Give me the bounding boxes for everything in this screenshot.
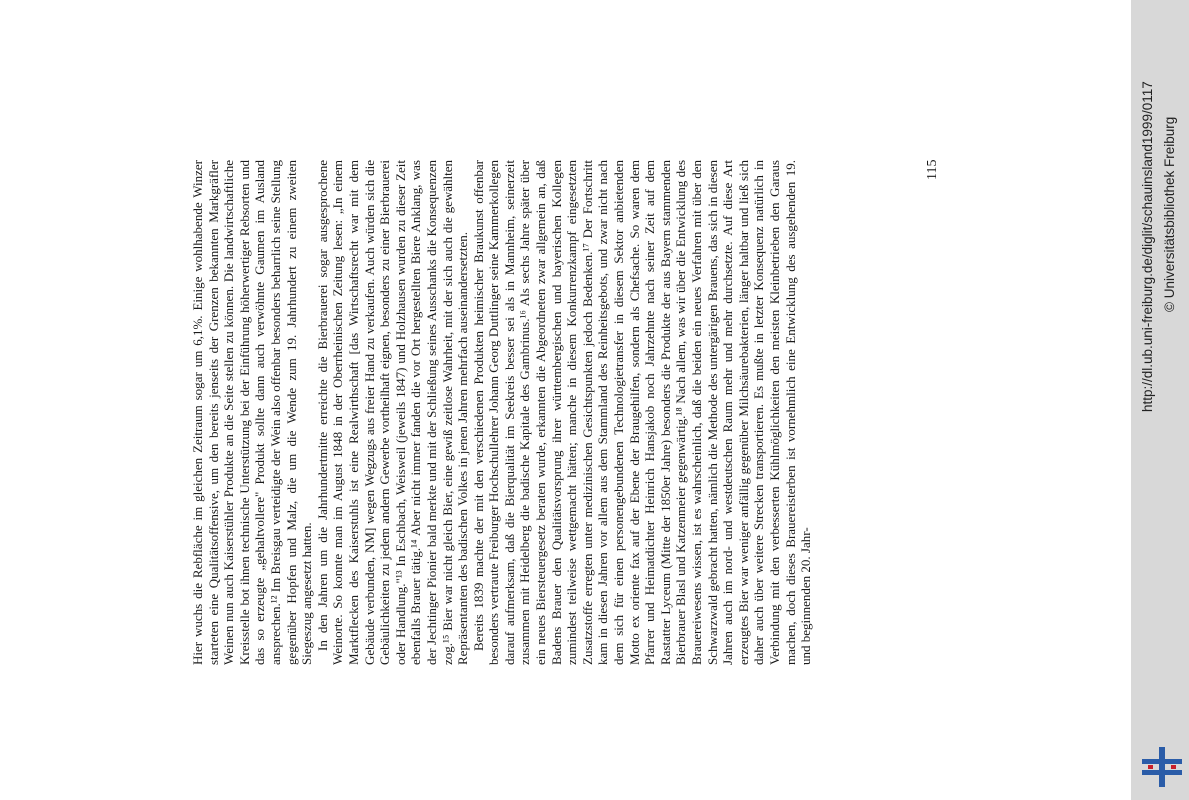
body-text <box>190 160 920 665</box>
ub-freiburg-logo-icon <box>1140 745 1184 789</box>
paragraph-3: Bereits 1839 machte der mit den verschiedenen Produkten heimischer Braukunst offenbar besonders vertraute Freiburger Hochschullehrer Johann Georg Duttlinger seine Kammerkollegen darauf aufmerksam, daß die Bierqualität im Seekreis besser sei als in Mannheim, seinerzeit zusammen mit Heidelberg die badische Kapitale des Gambrinus.¹⁶ Als sechs Jahre später über ein neues Biersteuergesetz beraten wurde, erkannten die Abgeordneten zwar allgemein an, daß Badens Brauer den Qualitätsvorsprung ihrer württembergischen und bayerischen Kollegen zumindest teilweise wettgemacht hätten; manche in diesem Konkurrenzkampf eingesetzten Zusatzstoffe erregten unter medizinischen Gesichtspunkten jedoch Bedenken.¹⁷ Der Fortschritt kam in diesen Jahren vor allem aus dem Stammland des Reinheitsgebots, und zwar nicht nach dem sich für einen personengebundenen Technologietransfer in diesem Sektor anbietenden Motto ex oriente fax auf der Ebene der Braugehilfen, sondern als Chefsache. So waren dem Pfarrer und Heimatdichter Heinrich Hansjakob noch Jahrzehnte nach seiner Zeit auf dem Rastatter Lyceum (Mitte der 1850er Jahre) besonders die Produkte der aus Bayern stammenden Bierbrauer Blasl und Katzenmeier gegenwärtig.¹⁸ Nach allem, was wir über die Entwicklung des Brauereiwesens wissen, ist es wahrscheinlich, daß die beiden ein neues Verfahren mit über den Schwarzwald gebracht hatten, nämlich die Methode des untergärigen Brauens, das sich in diesen Jahren auch im nord- und westdeutschen Raum mehr und mehr durchsetzte. Auf diese Art erzeugtes Bier war weniger anfällig gegenüber Milchsäurebakterien, länger haltbar und ließ sich daher auch über weitere Strecken transportieren. Es mußte in letzter Konsequenz natürlich in Verbindung mit den verbesserten Kühlmöglichkeiten den meisten Kleinbetrieben den Garaus machen, doch dieses Brauereisterben ist vornehmlich eine Entwicklung des ausgehenden 19. und beginnenden 20. Jahr- <box>470 160 814 665</box>
page-number: 115 <box>925 159 940 180</box>
copyright-notice: © Universitätsbibliothek Freiburg <box>1162 116 1177 312</box>
permalink-url[interactable]: http://dl.ub.uni-freiburg.de/diglit/schauinsland1999/0117 <box>1140 81 1155 412</box>
paragraph-2: In den Jahren um die Jahrhundertmitte erreichte die Bierbrauerei sogar ausgesprochene Weinorte. So konnte man im August 1848 in der Oberrheinischen Zeitung lesen: „In einem Marktflecken des Kaiserstuhls ist eine Realwirthschaft [das Wirtschaftsrecht war mit dem Gebäude verbunden, NM] wegen Wegzugs aus freier Hand zu verkaufen. Auch würden sich die Gebäulichkeiten zu jedem andern Gewerbe vortheilhaft eignen, besonders zu einer Bierbrauerei oder Handlung."¹³ In Eschbach, Weisweil (jeweils 1847) und Holzhausen wurden zu dieser Zeit ebenfalls Brauer tätig.¹⁴ Aber nicht immer fanden die vor Ort hergestellten Biere Anklang, was der Jechtinger Pionier bald merkte und mit der Schließung seines Ausschanks die Konsequenzen zog.¹⁵ Bier war nicht gleich Bier, eine gewiß zeitlose Wahrheit, mit der sich auch die gewählten Repräsentanten des badischen Volkes in jenen Jahren mehrfach auseinandersetzten. <box>314 160 471 665</box>
paragraph-1: Hier wuchs die Rebfläche im gleichen Zeitraum sogar um 6,1%. Einige wohlhabende Winzer starteten eine Qualitätsoffensive, um den bereits jenseits der Grenzen bekannten Markgräfler Weinen nun auch Kaiserstühler Produkte an die Seite stellen zu können. Die landwirtschaftliche Kreisstelle bot ihnen technische Unterstützung bei der Einführung höherwertiger Rebsorten und das so erzeugte „gehaltvollere" Produkt sollte dann auch verwöhnte Gaumen im Ausland ansprechen.¹² Im Breisgau verteidigte der Wein also offenbar besonders beharrlich seine Stellung gegenüber Hopfen und Malz, die um die Wende zum 19. Jahrhundert zu einem zweiten Siegeszug angesetzt hatten. <box>190 160 315 665</box>
